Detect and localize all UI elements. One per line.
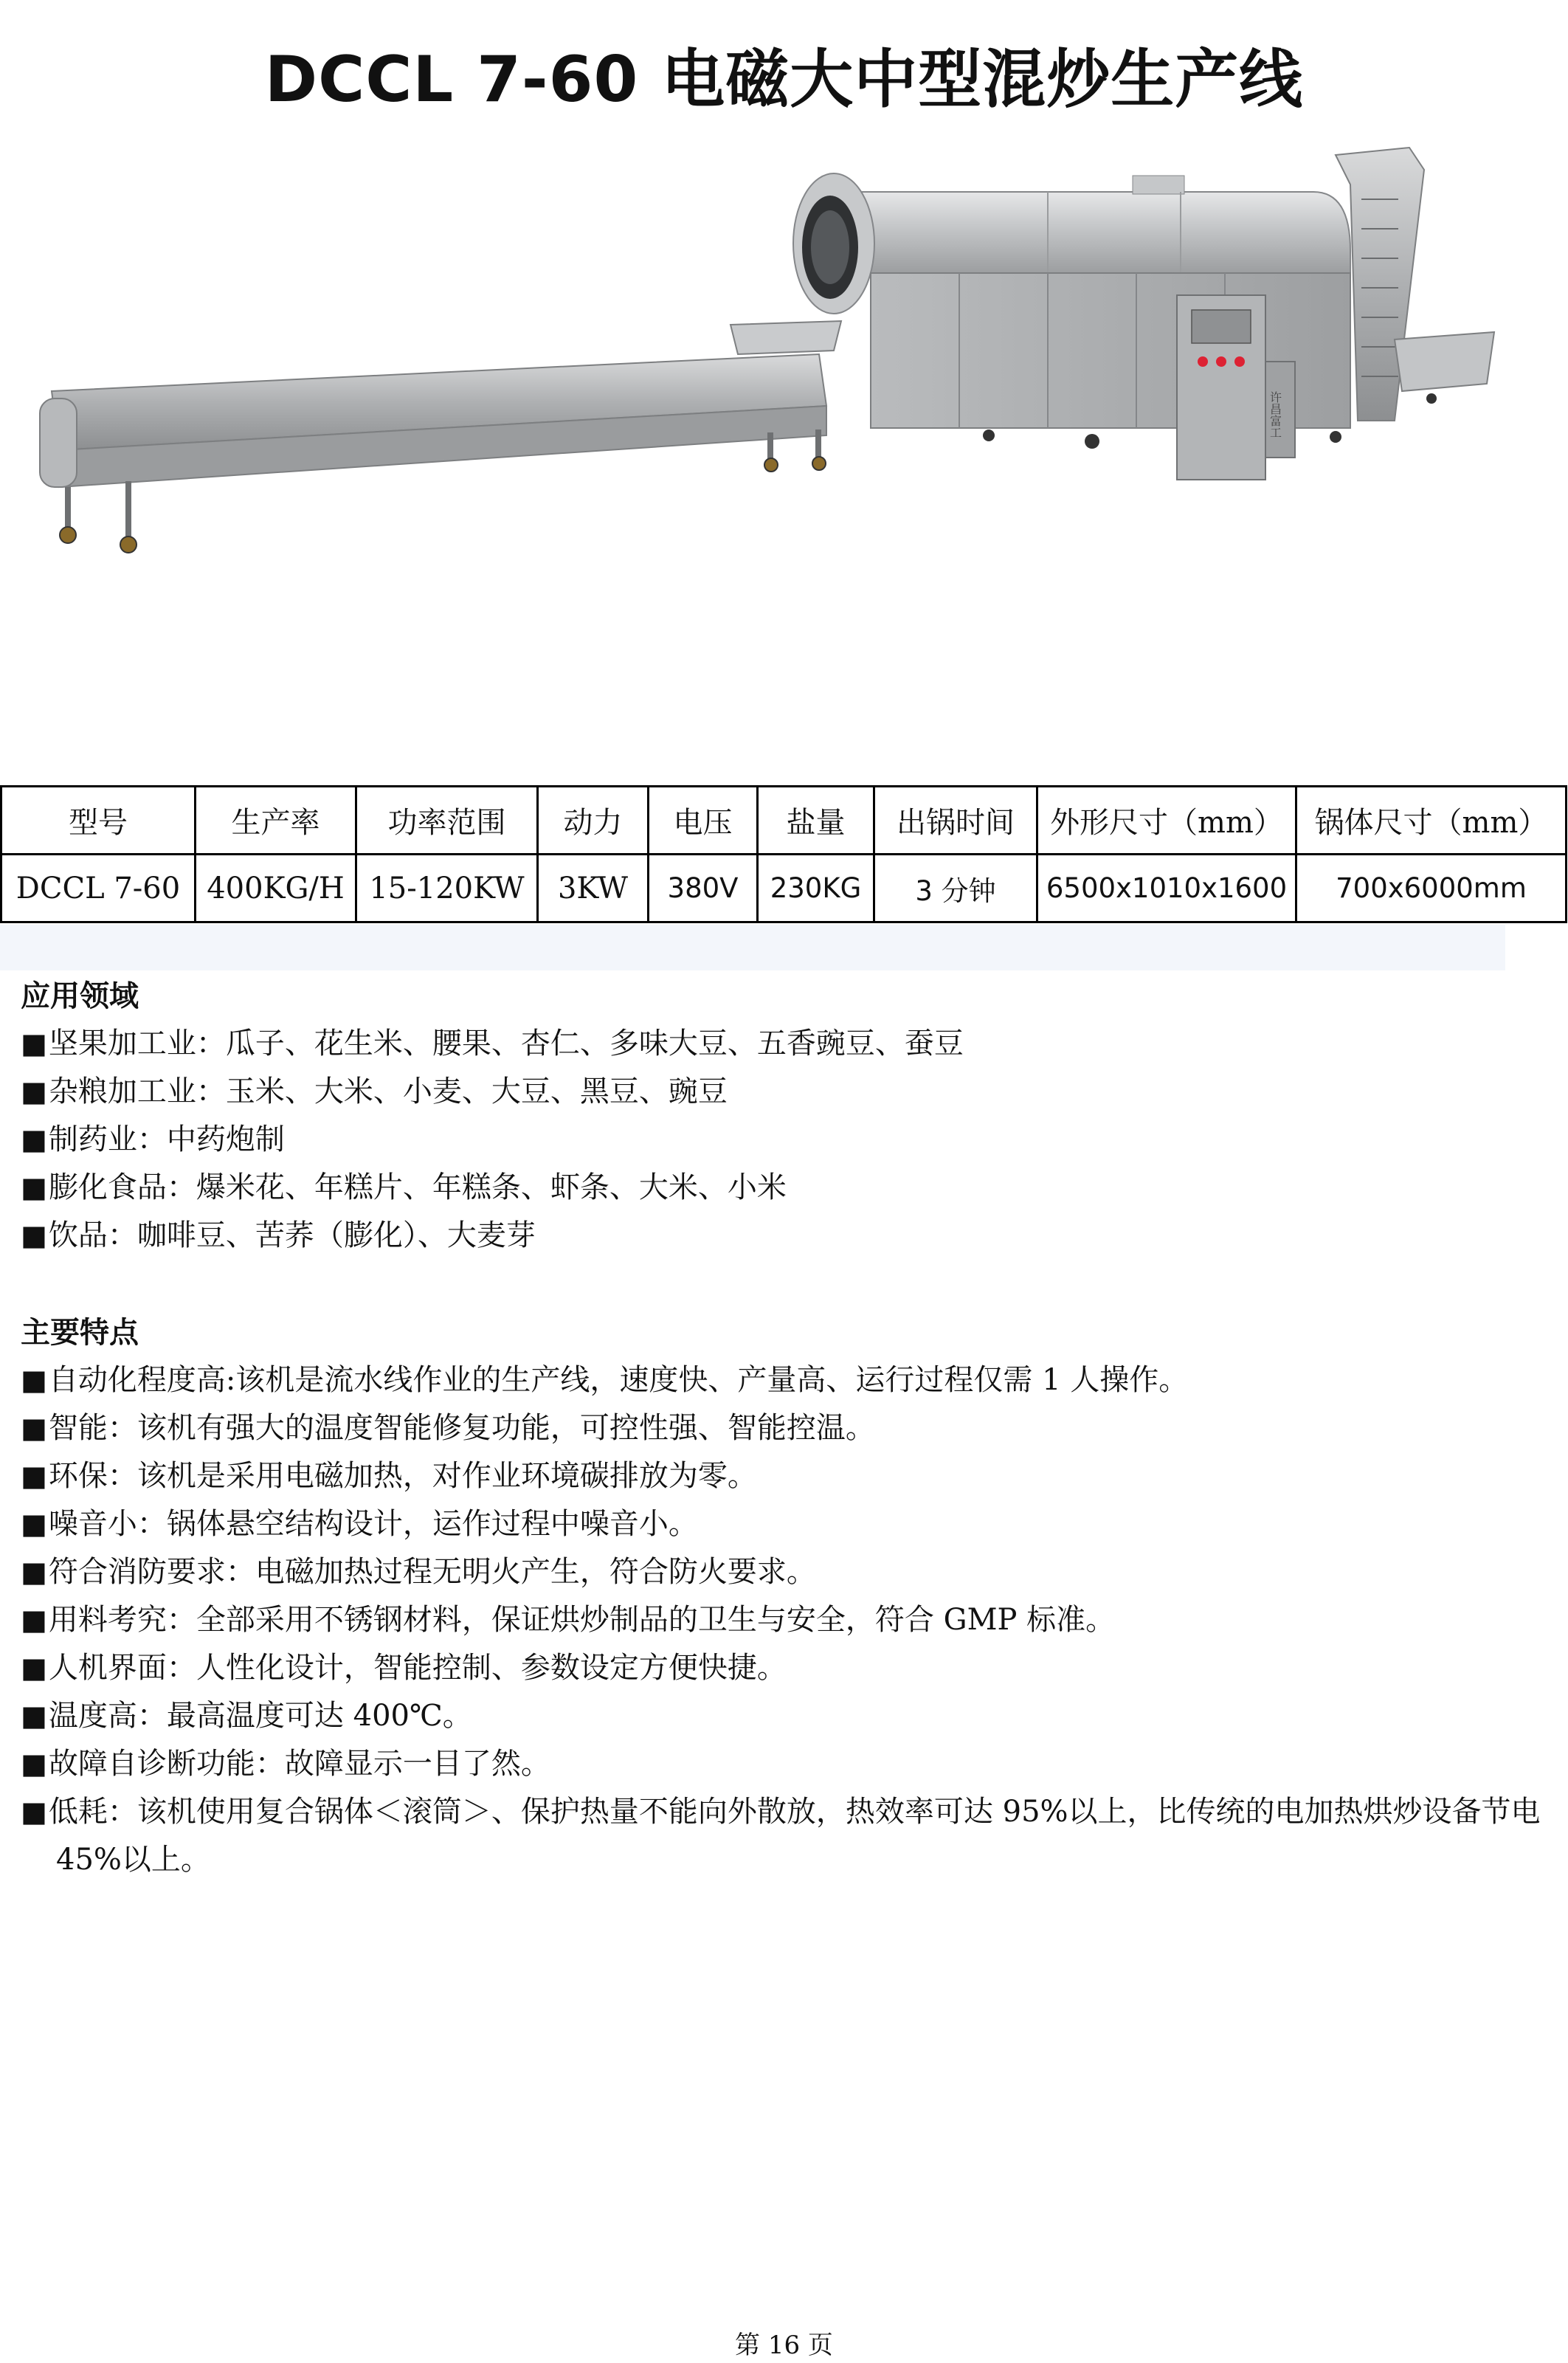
list-item: ■符合消防要求：电磁加热过程无明火产生，符合防火要求。	[21, 1555, 816, 1589]
table-cell: 400KG/H	[196, 855, 356, 922]
features-section	[21, 1309, 1548, 1884]
page-number: 第 16 页	[735, 2331, 833, 2360]
bullet-icon: ■	[21, 1508, 47, 1540]
list-item: ■自动化程度高:该机是流水线作业的生产线，速度快、产量高、运行过程仅需 1 人操作。	[21, 1363, 1189, 1397]
table-header-cell: 功率范围	[356, 787, 538, 855]
applications-heading: 应用领域	[21, 979, 139, 1013]
table-header-cell: 外形尺寸（mm）	[1037, 787, 1296, 855]
bullet-icon: ■	[21, 1748, 47, 1780]
table-row	[1, 855, 1567, 922]
bullet-icon: ■	[21, 1171, 47, 1204]
list-item: ■杂粮加工业：玉米、大米、小麦、大豆、黑豆、豌豆	[21, 1074, 728, 1108]
list-item: ■低耗：该机使用复合锅体＜滚筒＞、保护热量不能向外散放，热效率可达 95%以上，比传统的电加热烘炒设备节电 45%以上。	[21, 1795, 1541, 1877]
table-header-cell: 动力	[538, 787, 649, 855]
table-cell: 15-120KW	[356, 855, 538, 922]
list-item: ■制药业：中药炮制	[21, 1122, 285, 1156]
list-item: ■饮品：咖啡豆、苦荞（膨化）、大麦芽	[21, 1218, 536, 1252]
table-underline-band	[0, 925, 1505, 970]
bullet-icon: ■	[21, 1075, 47, 1108]
bullet-icon: ■	[21, 1604, 47, 1636]
list-item: ■温度高：最高温度可达 400℃。	[21, 1699, 472, 1733]
bullet-icon: ■	[21, 1460, 47, 1492]
bullet-icon: ■	[21, 1700, 47, 1732]
applications-section	[21, 973, 1548, 1260]
table-header-cell: 电压	[649, 787, 758, 855]
table-header-cell: 盐量	[758, 787, 874, 855]
list-item: ■故障自诊断功能：故障显示一目了然。	[21, 1747, 550, 1781]
page-title: DCCL 7-60 电磁大中型混炒生产线	[264, 43, 1304, 117]
bullet-icon: ■	[21, 1027, 47, 1060]
table-header-row	[1, 787, 1567, 855]
table-cell: 6500x1010x1600	[1037, 855, 1296, 922]
table-cell: 3KW	[538, 855, 649, 922]
list-item: ■智能：该机有强大的温度智能修复功能，可控性强、智能控温。	[21, 1411, 875, 1445]
machine-brand-label: 许昌富工	[1268, 391, 1282, 438]
table-header-cell: 生产率	[196, 787, 356, 855]
table-header-cell: 型号	[1, 787, 196, 855]
bullet-icon: ■	[21, 1556, 47, 1588]
list-item: ■坚果加工业：瓜子、花生米、腰果、杏仁、多味大豆、五香豌豆、蚕豆	[21, 1027, 964, 1060]
features-heading: 主要特点	[21, 1316, 139, 1350]
list-item: ■人机界面：人性化设计，智能控制、参数设定方便快捷。	[21, 1651, 787, 1685]
spec-table	[0, 785, 1567, 923]
bullet-icon: ■	[21, 1412, 47, 1444]
list-item: ■环保：该机是采用电磁加热，对作业环境碳排放为零。	[21, 1459, 757, 1493]
list-item: ■膨化食品：爆米花、年糕片、年糕条、虾条、大米、小米	[21, 1170, 787, 1204]
table-header-cell: 出锅时间	[874, 787, 1037, 855]
bullet-icon: ■	[21, 1795, 47, 1828]
table-cell: 700x6000mm	[1296, 855, 1567, 922]
table-cell: 380V	[649, 855, 758, 922]
list-item: ■用料考究：全部采用不锈钢材料，保证烘炒制品的卫生与安全，符合 GMP 标准。	[21, 1603, 1116, 1637]
table-cell: 3 分钟	[874, 855, 1037, 922]
bullet-icon: ■	[21, 1364, 47, 1396]
bullet-icon: ■	[21, 1652, 47, 1684]
bullet-icon: ■	[21, 1219, 47, 1252]
table-cell: 230KG	[758, 855, 874, 922]
bullet-icon: ■	[21, 1123, 47, 1156]
list-item: ■噪音小：锅体悬空结构设计，运作过程中噪音小。	[21, 1507, 698, 1541]
table-header-cell: 锅体尺寸（mm）	[1296, 787, 1567, 855]
product-photo	[30, 140, 1505, 568]
table-cell: DCCL 7-60	[1, 855, 196, 922]
